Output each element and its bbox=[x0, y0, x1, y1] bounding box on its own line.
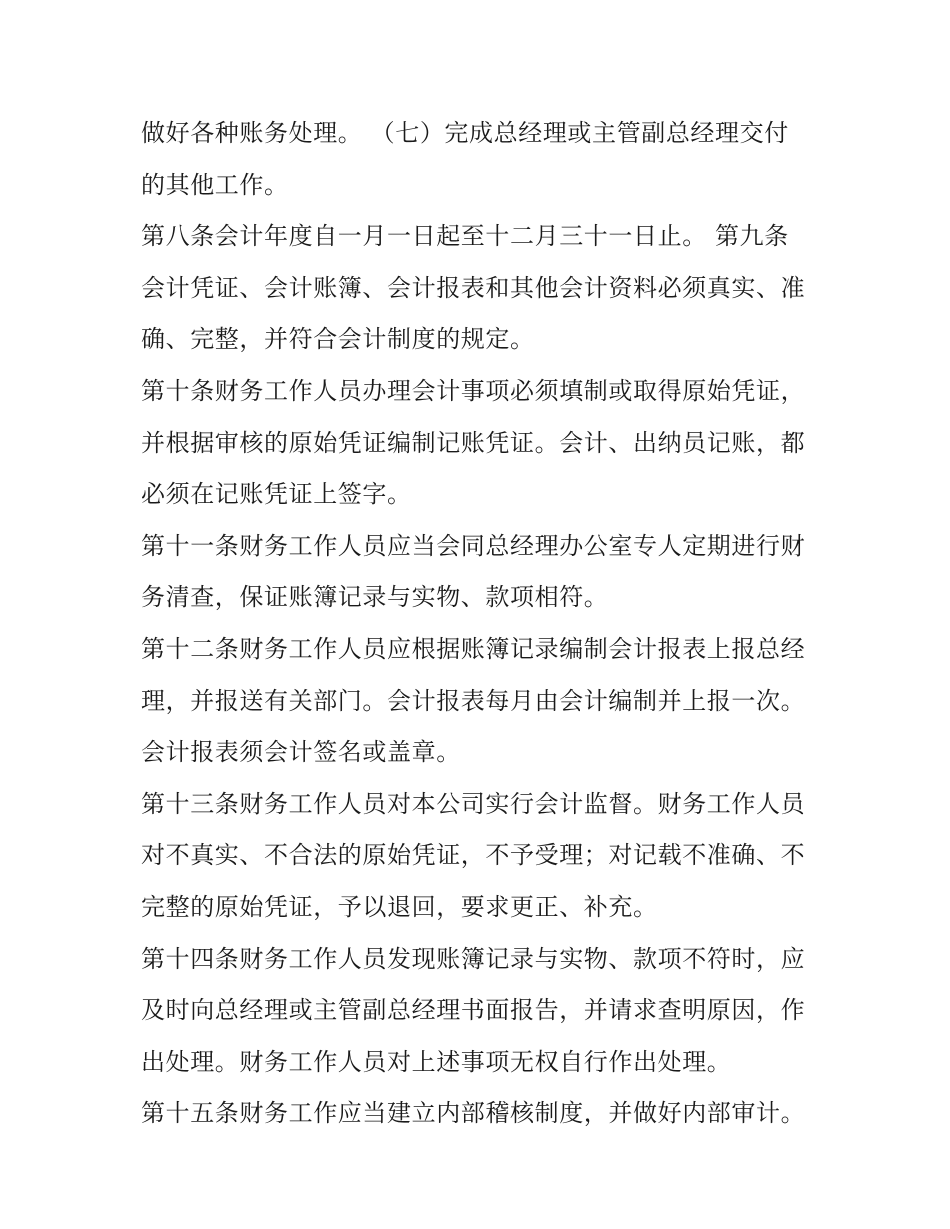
text-line: 做好各种账务处理。 （七）完成总经理或主管副总经理交付 bbox=[141, 119, 789, 147]
document-body bbox=[141, 108, 821, 1140]
text-line: 完整的原始凭证，予以退回，要求更正、补充。 bbox=[141, 892, 658, 921]
text-line: 出处理。财务工作人员对上述事项无权自行作出处理。 bbox=[141, 1047, 732, 1076]
text-line: 对不真实、不合法的原始凭证，不予受理；对记载不准确、不 bbox=[141, 841, 806, 870]
text-line: 第八条会计年度自一月一日起至十二月三十一日止。 第九条 bbox=[141, 222, 789, 251]
text-line: 第十条财务工作人员办理会计事项必须填制或取得原始凭证， bbox=[141, 376, 806, 405]
text-line: 会计报表须会计签名或盖章。 bbox=[141, 738, 461, 767]
text-line: 并根据审核的原始凭证编制记账凭证。会计、出纳员记账，都 bbox=[141, 428, 806, 457]
text-line: 第十一条财务工作人员应当会同总经理办公室专人定期进行财 bbox=[141, 531, 806, 560]
text-line: 第十四条财务工作人员发现账簿记录与实物、款项不符时，应 bbox=[141, 944, 806, 973]
text-line: 理，并报送有关部门。会计报表每月由会计编制并上报一次。 bbox=[141, 686, 806, 715]
text-line: 必须在记账凭证上签字。 bbox=[141, 480, 412, 509]
text-line: 会计凭证、会计账簿、会计报表和其他会计资料必须真实、准 bbox=[141, 273, 806, 302]
text-line: 第十五条财务工作应当建立内部稽核制度，并做好内部审计。 bbox=[141, 1099, 806, 1128]
text-line: 及时向总经理或主管副总经理书面报告，并请求查明原因，作 bbox=[141, 996, 806, 1025]
text-line: 务清查，保证账簿记录与实物、款项相符。 bbox=[141, 583, 609, 612]
text-line: 确、完整，并符合会计制度的规定。 bbox=[141, 325, 535, 354]
text-line: 第十三条财务工作人员对本公司实行会计监督。财务工作人员 bbox=[141, 789, 806, 818]
text-line: 第十二条财务工作人员应根据账簿记录编制会计报表上报总经 bbox=[141, 634, 806, 663]
text-line: 的其他工作。 bbox=[141, 170, 289, 199]
